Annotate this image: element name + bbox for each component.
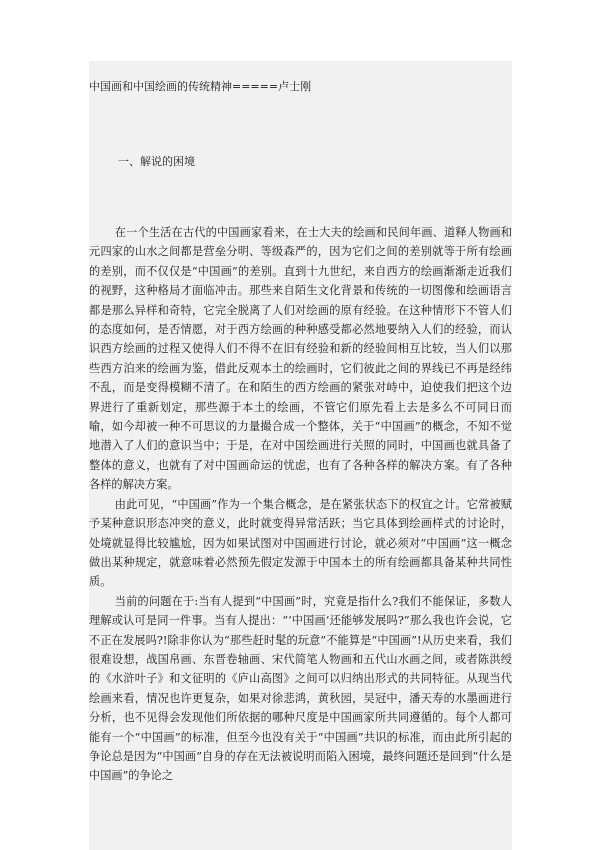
paragraph: 当前的问题在于:当有人提到“中国画”时，究竟是指什么?我们不能保证，多数人理解或认可是同一件事。当有人提出：“‘中国画’还能够发展吗?”那么我也许会说，它不正在发展吗?!除非你认为“那些赶时髦的玩意”不能算是“中国画”!从历史来看，我们很难设想，战国帛画、东晋卷轴画、宋代简笔人物画和五代山水画之间，或者陈洪绶的《水浒叶子》和文征明的《庐山高图》之间可以归纳出形式的共同特征。从现当代绘画来看，情况也许更复杂，如果对徐悲鸿，黄秋园，吴冠中，潘天寿的水墨画进行分析，也不见得会发现他们所依据的哪种尺度是中国画家所共同遵循的。每个人都可能有一个“中国画”的标准，但至今也没有关于“中国画”共识的标准，而由此所引起的争论总是因为“中国画”自身的存在无法被说明而陷入困境，最终问题还是回到“什么是中国画”的争论之 xyxy=(89,594,512,783)
paragraph: 在一个生活在古代的中国画家看来，在士大夫的绘画和民间年画、道释人物画和元四家的山水之间都是营垒分明、等级森严的，因为它们之间的差别就等于所有绘画的差别，而不仅仅是“中国画”的差别。直到十九世纪，来自西方的绘画渐渐走近我们的视野，这种格局才面临冲击。那些来自陌生文化背景和传统的一切图像和绘画语言都是那么异样和奇特，它完全脱离了人们对绘画的原有经验。在这种情形下不管人们的态度如何，是否情愿，对于西方绘画的种种感受都必然地要纳入人们的经验，而认识西方绘画的过程又使得人们不得不在旧有经验和新的经验间相互比较，当人们以那些西方泊来的绘画为鉴，借此反观本土的绘画时，它们彼此之间的界线已不再是经纬不乱，而是变得模糊不清了。在和陌生的西方绘画的紧张对峙中，迫使我们把这个边界进行了重新划定，那些源于本土的绘画，不管它们原先看上去是多么不可同日而喻，如今却被一种不可思议的力量撮合成一个整体，关于“中国画”的概念，不知不觉地潜入了人们的意识当中；于是，在对中国绘画进行关照的同时，中国画也就具备了整体的意义，也就有了对中国画命运的忧虑，也有了各种各样的解决方案。有了各种各样的解决方案。 xyxy=(89,226,512,492)
body-text xyxy=(89,223,512,786)
section-heading: 一、解说的困境 xyxy=(118,155,195,168)
page-content xyxy=(89,61,512,850)
paragraph: 由此可见，“中国画”作为一个集合概念，是在紧张状态下的权宜之计。它常被赋予某种意识形态冲突的意义，此时就变得异常活跃；当它具体到绘画样式的讨论时，处境就显得比较尴尬，因为如果试图对中国画进行讨论，就必须对“中国画”这一概念做出某种规定，就意味着必然预先假定发源于中国本土的所有绘画都具备某种共同性质。 xyxy=(89,497,512,589)
document-title: 中国画和中国绘画的传统精神=====卢士刚 xyxy=(89,80,312,93)
